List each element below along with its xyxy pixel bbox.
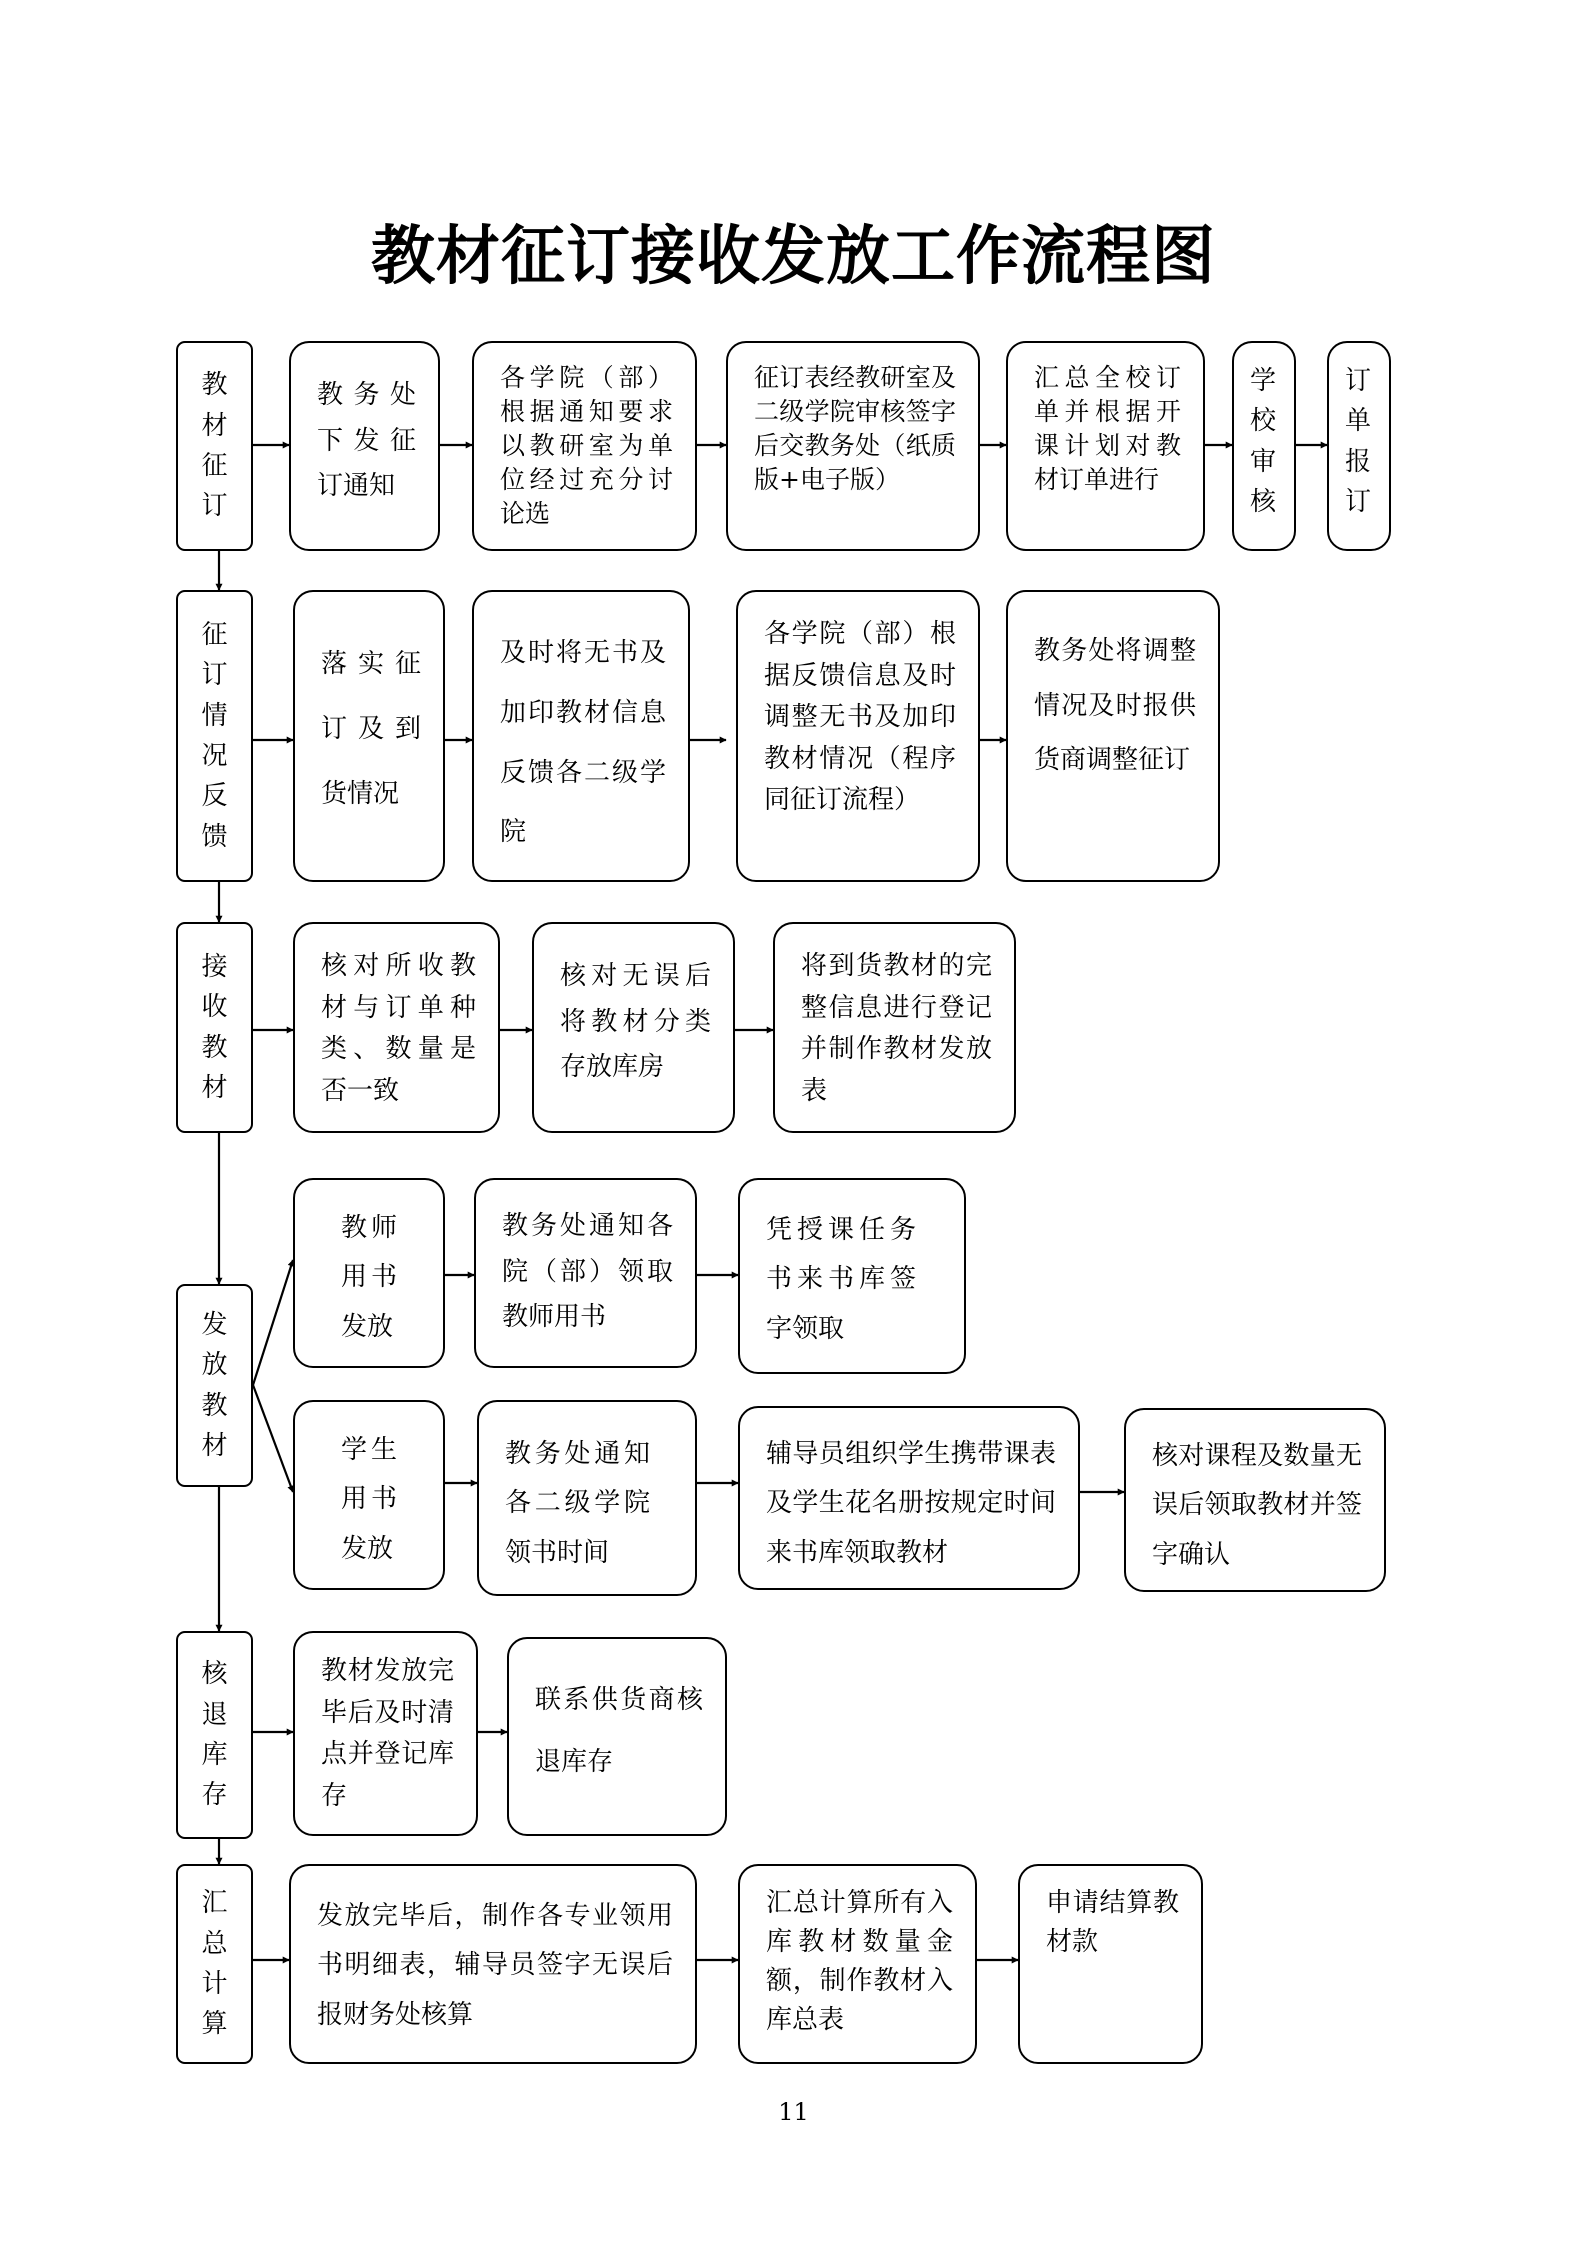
stage-box-5 <box>176 1631 253 1839</box>
step-box-notify-teacher-books: 教务处通知各院（部）领取教师用书 <box>474 1178 697 1368</box>
stage-box-1 <box>176 341 253 551</box>
arrow-s4-b4a_1 <box>253 1260 293 1385</box>
step-box-register-distribution: 将到货教材的完整信息进行登记并制作教材发放表 <box>773 922 1016 1133</box>
step-box-notify-student-time: 教务处通知各二级学院领书时间 <box>477 1400 697 1596</box>
step-box-apply-settlement: 申请结算教材款 <box>1018 1864 1203 2064</box>
stage-label: 发放教材 <box>201 1309 228 1461</box>
stage-label: 接收教材 <box>201 951 228 1103</box>
stage-label: 核退库存 <box>201 1659 228 1811</box>
stage-box-3 <box>176 922 253 1133</box>
stage-label: 征订情况反馈 <box>201 620 228 852</box>
step-box-student-books: 学生用书发放 <box>293 1400 445 1590</box>
step-box-counselor-organize: 辅导员组织学生携带课表及学生花名册按规定时间来书库领取教材 <box>738 1406 1080 1590</box>
step-box-verify-received: 核对所收教材与订单种类、数量是否一致 <box>293 922 500 1133</box>
step-box-school-review: 学校审核 <box>1232 341 1296 551</box>
page-title: 教材征订接收发放工作流程图 <box>371 220 1216 294</box>
step-box-order-notice: 教务处下发征订通知 <box>289 341 440 551</box>
step-box-teacher-books: 教师用书发放 <box>293 1178 445 1368</box>
step-box-teacher-collect: 凭授课任务书来书库签字领取 <box>738 1178 966 1374</box>
step-box-report-supplier: 教务处将调整情况及时报供货商调整征订 <box>1006 590 1220 882</box>
arrow-s4-b4b_1 <box>253 1385 293 1492</box>
stage-box-2 <box>176 590 253 882</box>
step-box-college-discussion: 各学院（部）根据通知要求以教研室为单位经过充分讨论选 <box>472 341 697 551</box>
step-box-inventory-count: 教材发放完毕后及时清点并登记库存 <box>293 1631 478 1836</box>
stage-label: 汇总计算 <box>201 1888 228 2040</box>
step-box-supplier-return: 联系供货商核退库存 <box>507 1637 727 1836</box>
page-number: 11 <box>778 2098 809 2126</box>
step-box-summary-table: 汇总计算所有入库教材数量金额，制作教材入库总表 <box>738 1864 977 2064</box>
step-box-colleges-adjust: 各学院（部）根据反馈信息及时调整无书及加印教材情况（程序同征订流程） <box>736 590 980 882</box>
step-box-order-form-review: 征订表经教研室及二级学院审核签字后交教务处（纸质版+电子版） <box>726 341 980 551</box>
stage-box-4 <box>176 1284 253 1487</box>
stage-box-6 <box>176 1864 253 2064</box>
step-box-confirm-collect: 核对课程及数量无误后领取教材并签字确认 <box>1124 1408 1386 1592</box>
step-box-summarize-orders: 汇总全校订单并根据开课计划对教材订单进行 <box>1006 341 1205 551</box>
step-box-usage-detail: 发放完毕后，制作各专业领用书明细表，辅导员签字无误后报财务处核算 <box>289 1864 697 2064</box>
step-box-classify-store: 核对无误后将教材分类存放库房 <box>532 922 735 1133</box>
step-box-submit-order: 订单报订 <box>1327 341 1391 551</box>
step-box-check-arrival: 落实征订及到货情况 <box>293 590 445 882</box>
stage-label: 教材征订 <box>201 370 228 522</box>
step-box-feedback-colleges: 及时将无书及加印教材信息反馈各二级学院 <box>472 590 690 882</box>
